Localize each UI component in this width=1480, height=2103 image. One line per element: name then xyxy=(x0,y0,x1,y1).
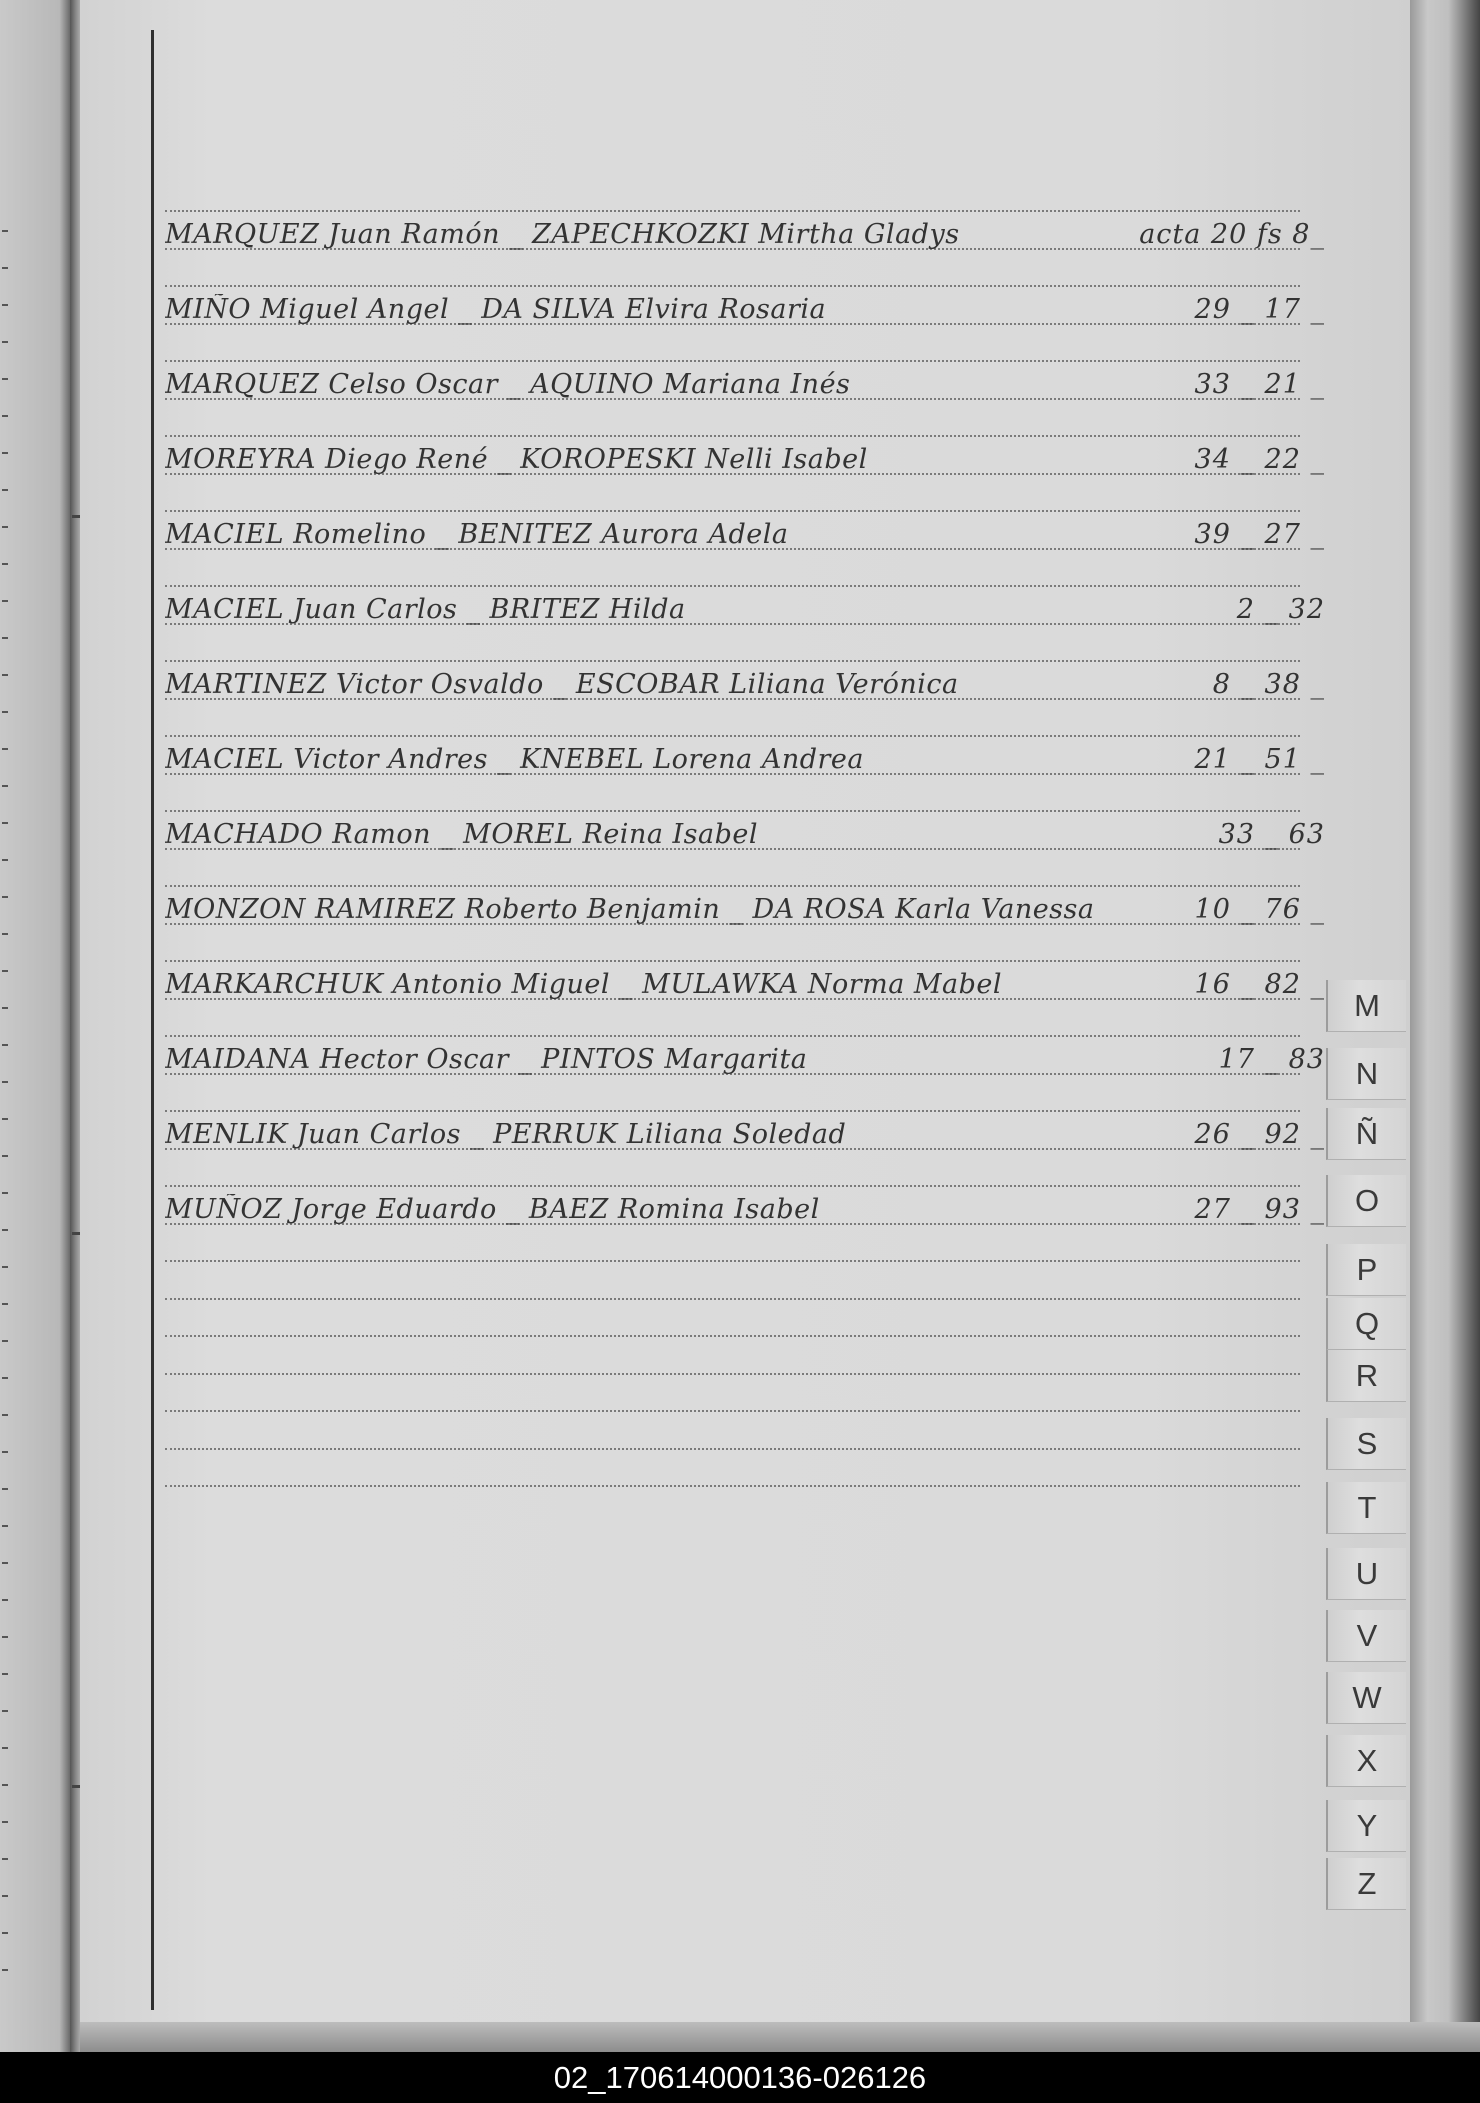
left-page-rule-mark xyxy=(2,1303,8,1305)
left-page-rule-mark xyxy=(2,896,8,898)
left-page-rule-mark xyxy=(2,230,8,232)
binding-stitch xyxy=(72,1232,80,1235)
left-page-rule-mark xyxy=(2,267,8,269)
left-page-rule-mark xyxy=(2,563,8,565)
entry-names: MOREYRA Diego René _ KOROPESKI Nelli Isabel xyxy=(165,444,868,475)
entry-names: MACIEL Juan Carlos _ BRITEZ Hilda xyxy=(165,594,686,625)
index-tab-5[interactable]: P xyxy=(1326,1244,1406,1296)
entry-record-ref: 33 _ 21 _ xyxy=(1194,369,1325,400)
left-page-rule-mark xyxy=(2,1525,8,1527)
ledger-entry xyxy=(165,285,1325,325)
index-tab-12[interactable]: W xyxy=(1326,1672,1406,1724)
binding-stitch xyxy=(72,515,80,518)
left-page-rule-mark xyxy=(2,1932,8,1934)
left-page-rule-mark xyxy=(2,1969,8,1971)
entry-record-ref: 16 _ 82 _ xyxy=(1194,969,1325,1000)
ledger-entry xyxy=(165,660,1325,700)
left-page-rule-mark xyxy=(2,1377,8,1379)
index-tab-13[interactable]: X xyxy=(1326,1735,1406,1787)
entry-names: MARKARCHUK Antonio Miguel _ MULAWKA Norma Mabel xyxy=(165,969,1003,1000)
entry-record-ref: 26 _ 92 _ xyxy=(1194,1119,1325,1150)
entry-names: MAIDANA Hector Oscar _ PINTOS Margarita xyxy=(165,1044,808,1075)
ruled-line xyxy=(165,1373,1300,1375)
left-page-rule-mark xyxy=(2,1710,8,1712)
ledger-entry xyxy=(165,885,1325,925)
left-page-rule-mark xyxy=(2,489,8,491)
entry-names: MIÑO Miguel Angel _ DA SILVA Elvira Rosaria xyxy=(165,294,827,325)
left-page-rule-mark xyxy=(2,1895,8,1897)
index-tab-15[interactable]: Z xyxy=(1326,1858,1406,1910)
left-page-rule-mark xyxy=(2,1747,8,1749)
left-page-rule-mark xyxy=(2,822,8,824)
index-tab-4[interactable]: O xyxy=(1326,1175,1406,1227)
entry-record-ref: 21 _ 51 _ xyxy=(1194,744,1325,775)
page-stack-edge xyxy=(1410,0,1480,2052)
ledger-entry xyxy=(165,360,1325,400)
left-page-rule-mark xyxy=(2,1858,8,1860)
index-tab-11[interactable]: V xyxy=(1326,1610,1406,1662)
entry-record-ref: 27 _ 93 _ xyxy=(1194,1194,1325,1225)
left-facing-page xyxy=(0,0,70,2052)
left-page-rule-mark xyxy=(2,1192,8,1194)
entry-names: MARQUEZ Juan Ramón _ ZAPECHKOZKI Mirtha Gladys xyxy=(165,219,960,250)
left-page-rule-mark xyxy=(2,970,8,972)
ledger-entry xyxy=(165,1035,1325,1075)
entry-names: MUÑOZ Jorge Eduardo _ BAEZ Romina Isabel xyxy=(165,1194,820,1225)
entry-record-ref: 8 _ 38 _ xyxy=(1212,669,1325,700)
entry-names: MACIEL Romelino _ BENITEZ Aurora Adela xyxy=(165,519,789,550)
left-page-rule-mark xyxy=(2,859,8,861)
ledger-entry xyxy=(165,810,1325,850)
entry-record-ref: 33 _ 63 xyxy=(1218,819,1325,850)
entry-record-ref: acta 20 fs 8_ xyxy=(1139,219,1325,250)
ruled-line xyxy=(165,1485,1300,1487)
left-page-rule-mark xyxy=(2,1414,8,1416)
ledger-entry xyxy=(165,210,1325,250)
left-page-rule-mark xyxy=(2,304,8,306)
page-bottom-edge xyxy=(80,2022,1480,2052)
left-page-rule-mark xyxy=(2,785,8,787)
ruled-line xyxy=(165,1260,1300,1262)
ledger-entry xyxy=(165,1110,1325,1150)
entry-names: MACIEL Victor Andres _ KNEBEL Lorena Andrea xyxy=(165,744,865,775)
ledger-entry xyxy=(165,735,1325,775)
entry-names: MONZON RAMIREZ Roberto Benjamin _ DA ROSA Karla Vanessa xyxy=(165,894,1095,925)
left-page-rule-mark xyxy=(2,637,8,639)
book-spine xyxy=(70,0,80,2052)
index-tab-9[interactable]: T xyxy=(1326,1482,1406,1534)
left-page-rule-mark xyxy=(2,1451,8,1453)
binding-stitch xyxy=(72,1785,80,1788)
scan-id-footer xyxy=(0,2052,1480,2103)
index-tab-1[interactable]: M xyxy=(1326,980,1406,1032)
left-page-rule-mark xyxy=(2,415,8,417)
left-page-rule-mark xyxy=(2,1081,8,1083)
entry-names: MACHADO Ramon _ MOREL Reina Isabel xyxy=(165,819,759,850)
entry-names: MARQUEZ Celso Oscar _ AQUINO Mariana Inés xyxy=(165,369,851,400)
margin-line xyxy=(151,30,154,2010)
left-page-rule-mark xyxy=(2,1266,8,1268)
left-page-rule-mark xyxy=(2,378,8,380)
index-tab-2[interactable]: N xyxy=(1326,1048,1406,1100)
index-tab-10[interactable]: U xyxy=(1326,1548,1406,1600)
entry-names: MARTINEZ Victor Osvaldo _ ESCOBAR Liliana Verónica xyxy=(165,669,959,700)
left-page-rule-mark xyxy=(2,341,8,343)
entry-names: MENLIK Juan Carlos _ PERRUK Liliana Soledad xyxy=(165,1119,847,1150)
left-page-rule-mark xyxy=(2,1118,8,1120)
left-page-rule-mark xyxy=(2,1229,8,1231)
ruled-line xyxy=(165,1298,1300,1300)
left-page-rule-mark xyxy=(2,674,8,676)
left-page-rule-mark xyxy=(2,1821,8,1823)
index-tab-14[interactable]: Y xyxy=(1326,1800,1406,1852)
left-page-rule-mark xyxy=(2,748,8,750)
entry-record-ref: 10 _ 76 _ xyxy=(1194,894,1325,925)
left-page-rule-mark xyxy=(2,1599,8,1601)
left-page-rule-mark xyxy=(2,1340,8,1342)
index-tab-3[interactable]: Ñ xyxy=(1326,1108,1406,1160)
entry-record-ref: 39 _ 27 _ xyxy=(1194,519,1325,550)
left-page-rule-mark xyxy=(2,1562,8,1564)
ledger-entry xyxy=(165,585,1325,625)
left-page-rule-mark xyxy=(2,933,8,935)
left-page-rule-mark xyxy=(2,1488,8,1490)
ledger-entry xyxy=(165,510,1325,550)
scan-id-label: 02_170614000136-026126 xyxy=(553,2059,927,2095)
left-page-rule-mark xyxy=(2,1673,8,1675)
ruled-line xyxy=(165,1335,1300,1337)
entry-record-ref: 2 _ 32 xyxy=(1236,594,1325,625)
left-page-rule-mark xyxy=(2,1007,8,1009)
ledger-entry xyxy=(165,1185,1325,1225)
left-page-rule-mark xyxy=(2,1155,8,1157)
left-page-rule-mark xyxy=(2,1784,8,1786)
index-tab-7[interactable]: R xyxy=(1326,1350,1406,1402)
left-page-rule-mark xyxy=(2,452,8,454)
ledger-entry xyxy=(165,960,1325,1000)
entry-record-ref: 34 _ 22 _ xyxy=(1194,444,1325,475)
left-page-rule-mark xyxy=(2,600,8,602)
left-page-rule-mark xyxy=(2,1044,8,1046)
index-tab-6[interactable]: Q xyxy=(1326,1298,1406,1350)
entry-record-ref: 17 _ 83 xyxy=(1218,1044,1325,1075)
ruled-line xyxy=(165,1410,1300,1412)
ruled-line xyxy=(165,1448,1300,1450)
left-page-rule-mark xyxy=(2,526,8,528)
left-page-rule-mark xyxy=(2,1636,8,1638)
index-tab-8[interactable]: S xyxy=(1326,1418,1406,1470)
left-page-rule-mark xyxy=(2,711,8,713)
ledger-entry xyxy=(165,435,1325,475)
entry-record-ref: 29 _ 17 _ xyxy=(1194,294,1325,325)
